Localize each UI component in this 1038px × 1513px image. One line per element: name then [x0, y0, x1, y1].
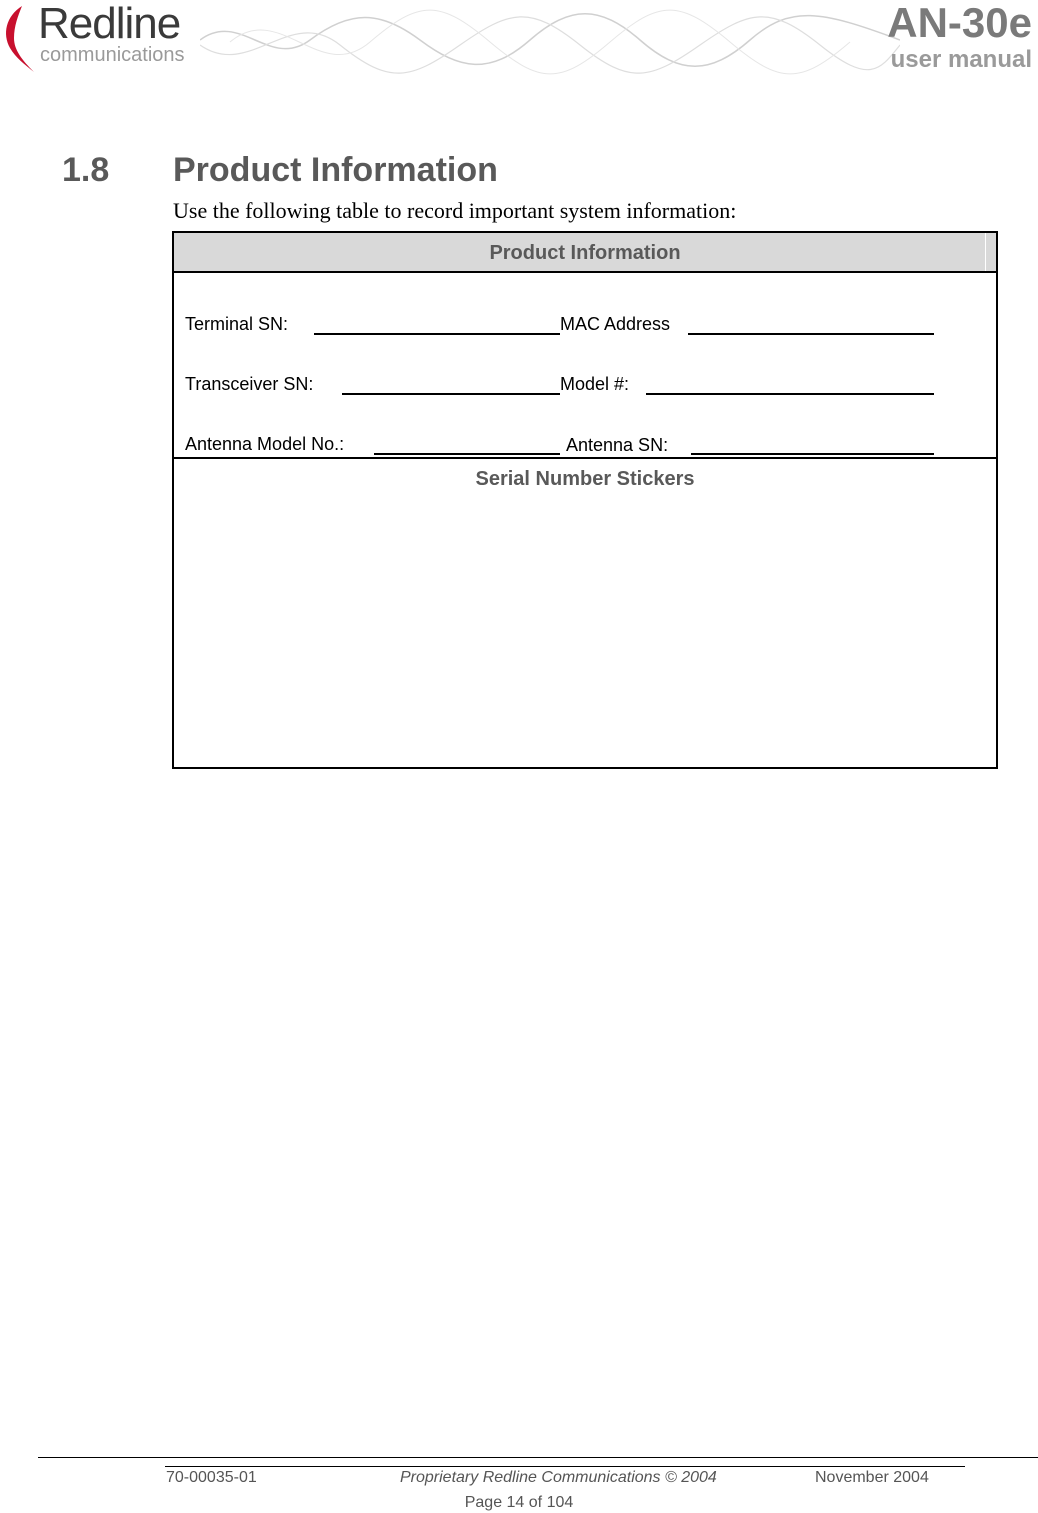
- document-subtitle: user manual: [890, 46, 1032, 73]
- transceiver-sn-label: Transceiver SN:: [185, 374, 314, 394]
- antenna-model-label: Antenna Model No.:: [185, 434, 345, 454]
- terminal-sn-label: Terminal SN:: [185, 314, 289, 334]
- table-header: [174, 233, 996, 273]
- footer-proprietary: Proprietary Redline Communications © 2004: [400, 1469, 717, 1486]
- model-label: Model #:: [560, 374, 630, 394]
- transceiver-sn-line: [342, 393, 560, 395]
- table-header-label: Product Information: [489, 242, 681, 264]
- intro-text: Use the following table to record important system information:: [173, 198, 737, 223]
- mac-address-label: MAC Address: [560, 314, 671, 334]
- footer-page-number: Page 14 of 104: [464, 1494, 574, 1511]
- serial-stickers-label: Serial Number Stickers: [475, 468, 695, 490]
- page-header: [0, 0, 1038, 90]
- logo-wordmark: Redline: [38, 0, 181, 48]
- product-info-table: [172, 231, 998, 769]
- header-edge: [985, 233, 996, 271]
- section-number: 1.8: [62, 151, 110, 189]
- terminal-sn-line: [314, 333, 560, 335]
- antenna-sn-label: Antenna SN:: [566, 435, 669, 455]
- logo-subtitle: communications: [40, 44, 185, 66]
- document-title: AN-30e: [887, 0, 1032, 46]
- section-title: Product Information: [173, 151, 498, 189]
- redline-logo-icon: [0, 4, 36, 74]
- mac-address-line: [688, 333, 934, 335]
- footer-doc-number: 70-00035-01: [166, 1469, 257, 1486]
- footer-rule-inner: [165, 1466, 965, 1467]
- footer-date: November 2004: [815, 1469, 929, 1486]
- wave-graphic: [200, 0, 900, 85]
- footer-rule: [38, 1457, 1038, 1458]
- antenna-model-line: [374, 453, 560, 455]
- table-divider: [174, 457, 996, 459]
- antenna-sn-line: [691, 453, 934, 455]
- model-line: [646, 393, 934, 395]
